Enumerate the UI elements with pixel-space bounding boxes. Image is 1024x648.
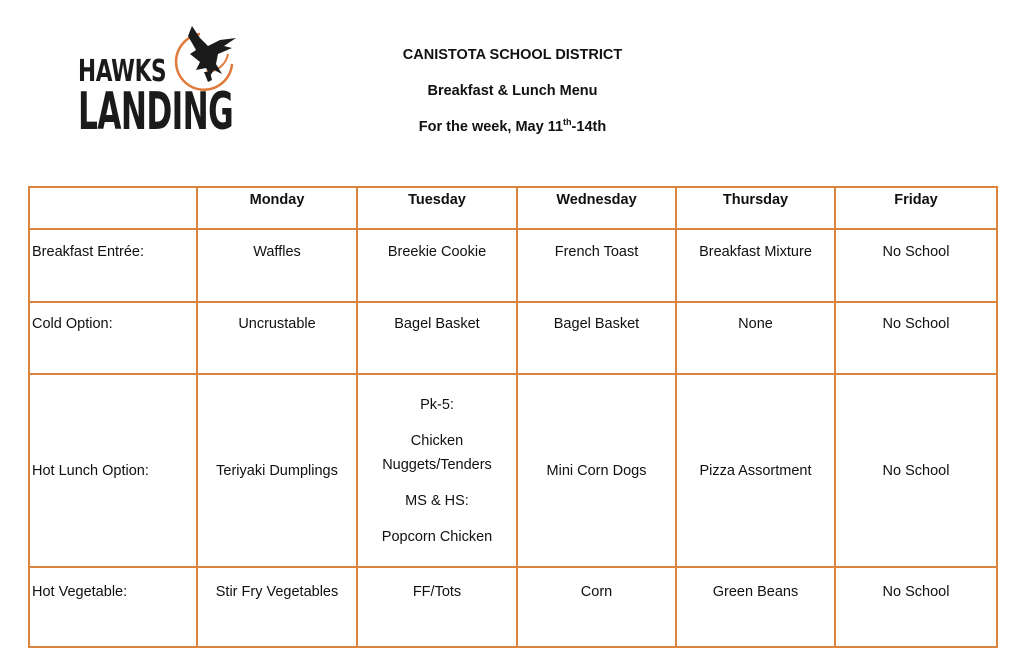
cell-cold-wednesday: Bagel Basket bbox=[517, 302, 676, 374]
menu-table bbox=[28, 186, 998, 648]
cell-veg-tuesday: FF/Tots bbox=[357, 567, 517, 647]
cell-hot-wednesday: Mini Corn Dogs bbox=[517, 374, 676, 567]
column-header-thursday: Thursday bbox=[676, 187, 835, 229]
column-header-friday: Friday bbox=[835, 187, 997, 229]
cell-breakfast-tuesday: Breekie Cookie bbox=[357, 229, 517, 302]
cell-veg-thursday: Green Beans bbox=[676, 567, 835, 647]
column-header-wednesday: Wednesday bbox=[517, 187, 676, 229]
row-label-breakfast: Breakfast Entrée: bbox=[29, 229, 197, 302]
cell-hot-thursday: Pizza Assortment bbox=[676, 374, 835, 567]
logo-word-landing: LANDING bbox=[78, 82, 234, 142]
row-label-cold: Cold Option: bbox=[29, 302, 197, 374]
table-row bbox=[29, 374, 997, 567]
hot-tuesday-line: MS & HS: bbox=[405, 492, 469, 509]
table-row bbox=[29, 302, 997, 374]
week-prefix: For the week, May 11 bbox=[418, 119, 564, 135]
week-ordinal: th bbox=[563, 117, 572, 127]
cell-breakfast-thursday: Breakfast Mixture bbox=[676, 229, 835, 302]
cell-breakfast-wednesday: French Toast bbox=[517, 229, 676, 302]
hot-tuesday-line: Nuggets/Tenders bbox=[382, 456, 492, 473]
week-range bbox=[340, 116, 685, 152]
district-name: CANISTOTA SCHOOL DISTRICT bbox=[402, 47, 623, 63]
cell-veg-monday: Stir Fry Vegetables bbox=[197, 567, 357, 647]
cell-breakfast-friday: No School bbox=[835, 229, 997, 302]
row-label-hot-lunch: Hot Lunch Option: bbox=[29, 374, 197, 567]
hot-tuesday-line: Pk-5: bbox=[420, 396, 454, 413]
cell-hot-friday: No School bbox=[835, 374, 997, 567]
menu-header bbox=[340, 44, 685, 152]
hot-tuesday-line: Chicken bbox=[410, 432, 464, 449]
cell-hot-monday: Teriyaki Dumplings bbox=[197, 374, 357, 567]
table-row bbox=[29, 229, 997, 302]
cell-veg-friday: No School bbox=[835, 567, 997, 647]
cell-cold-tuesday: Bagel Basket bbox=[357, 302, 517, 374]
column-header-monday: Monday bbox=[197, 187, 357, 229]
table-row bbox=[29, 567, 997, 647]
cell-veg-wednesday: Corn bbox=[517, 567, 676, 647]
hawks-landing-logo bbox=[78, 24, 248, 144]
column-header-tuesday: Tuesday bbox=[357, 187, 517, 229]
corner-cell bbox=[29, 187, 197, 229]
cell-cold-thursday: None bbox=[676, 302, 835, 374]
hot-tuesday-line: Popcorn Chicken bbox=[381, 528, 493, 545]
cell-breakfast-monday: Waffles bbox=[197, 229, 357, 302]
table-header-row bbox=[29, 187, 997, 229]
week-suffix: -14th bbox=[571, 119, 607, 135]
menu-title: Breakfast & Lunch Menu bbox=[427, 83, 598, 99]
cell-cold-friday: No School bbox=[835, 302, 997, 374]
cell-hot-tuesday bbox=[357, 374, 517, 567]
cell-cold-monday: Uncrustable bbox=[197, 302, 357, 374]
row-label-vegetable: Hot Vegetable: bbox=[29, 567, 197, 647]
logo-word-hawks: HAWKS bbox=[78, 54, 167, 89]
